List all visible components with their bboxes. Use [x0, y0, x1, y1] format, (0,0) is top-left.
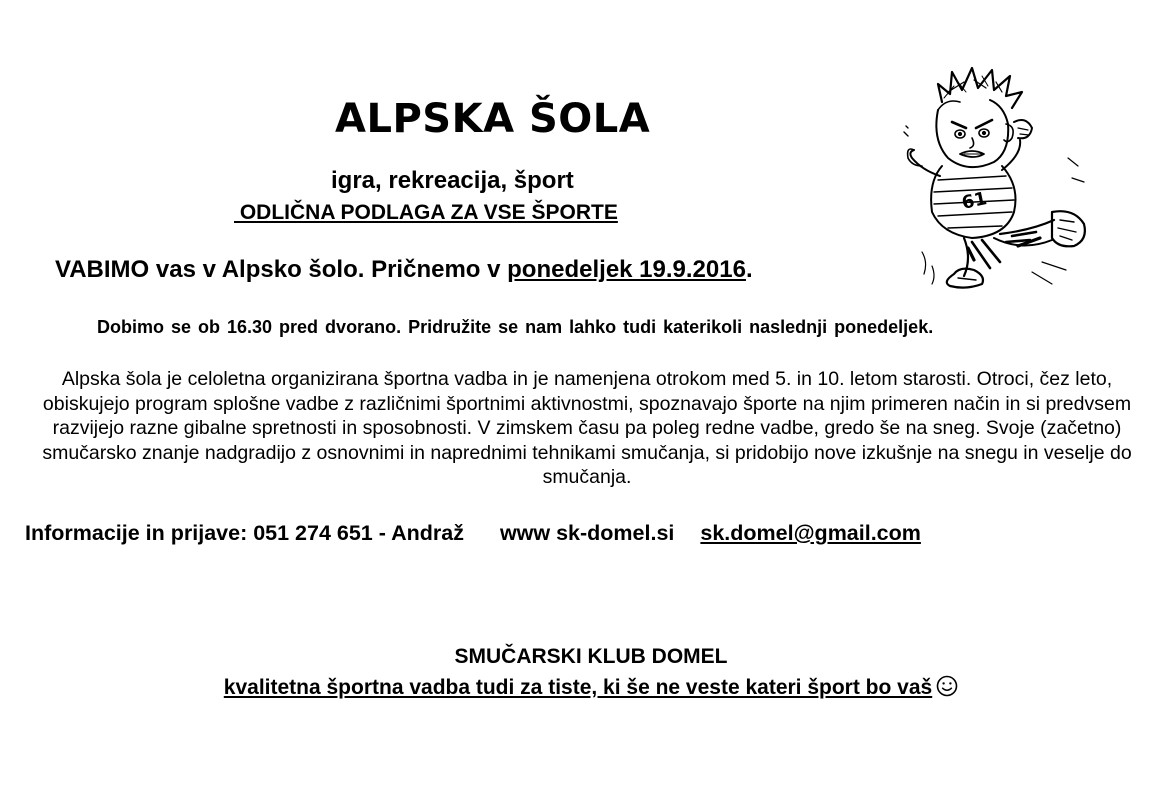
club-name: SMUČARSKI KLUB DOMEL — [454, 645, 728, 668]
contact-phone: Informacije in prijave: 051 274 651 - Andraž — [25, 521, 464, 545]
contact-website[interactable]: www sk-domel.si — [499, 521, 675, 545]
meeting-info: Dobimo se ob 16.30 pred dvorano. Pridružite se nam lahko tudi katerikoli naslednji ponedeljek. — [97, 317, 934, 337]
invitation-text: VABIMO vas v Alpsko šolo. Pričnemo v — [55, 256, 508, 283]
description-paragraph: Alpska šola je celoletna organizirana športna vadba in je namenjena otrokom med 5. in 10. letom starosti. Otroci, čez leto, obiskujejo program splošne vadbe z različnimi športnimi aktivnostmi, spoznavajo športe na njim primeren način in si predvsem razvijejo razne gibalne spretnosti in sposobnosti. V zimskem času pa poleg redne vadbe, gredo še na sneg. Svoje (začetno) smučarsko znanje nadgradijo z osnovnimi in naprednimi tehnikami smučanja, si pridobijo nove izkušnje na snegu in veselje do smučanja. — [42, 368, 1132, 488]
svg-text:61: 61 — [959, 188, 989, 214]
smiley-icon — [936, 675, 958, 703]
invitation-suffix: . — [745, 256, 753, 283]
subtitle: igra, rekreacija, šport — [331, 167, 574, 194]
contact-email-link[interactable]: sk.domel@gmail.com — [700, 521, 921, 545]
page-title: ALPSKA ŠOLA — [335, 96, 651, 142]
kicking-boy-illustration — [902, 62, 1092, 294]
motto-text: kvalitetna športna vadba tudi za tiste, ki še ne veste kateri šport bo vaš — [223, 676, 933, 699]
tagline: ODLIČNA PODLAGA ZA VSE ŠPORTE — [234, 201, 618, 224]
contact-line — [25, 521, 921, 546]
motto-line — [0, 675, 1175, 703]
start-date: ponedeljek 19.9.2016 — [507, 256, 746, 283]
invitation-line — [55, 256, 753, 284]
